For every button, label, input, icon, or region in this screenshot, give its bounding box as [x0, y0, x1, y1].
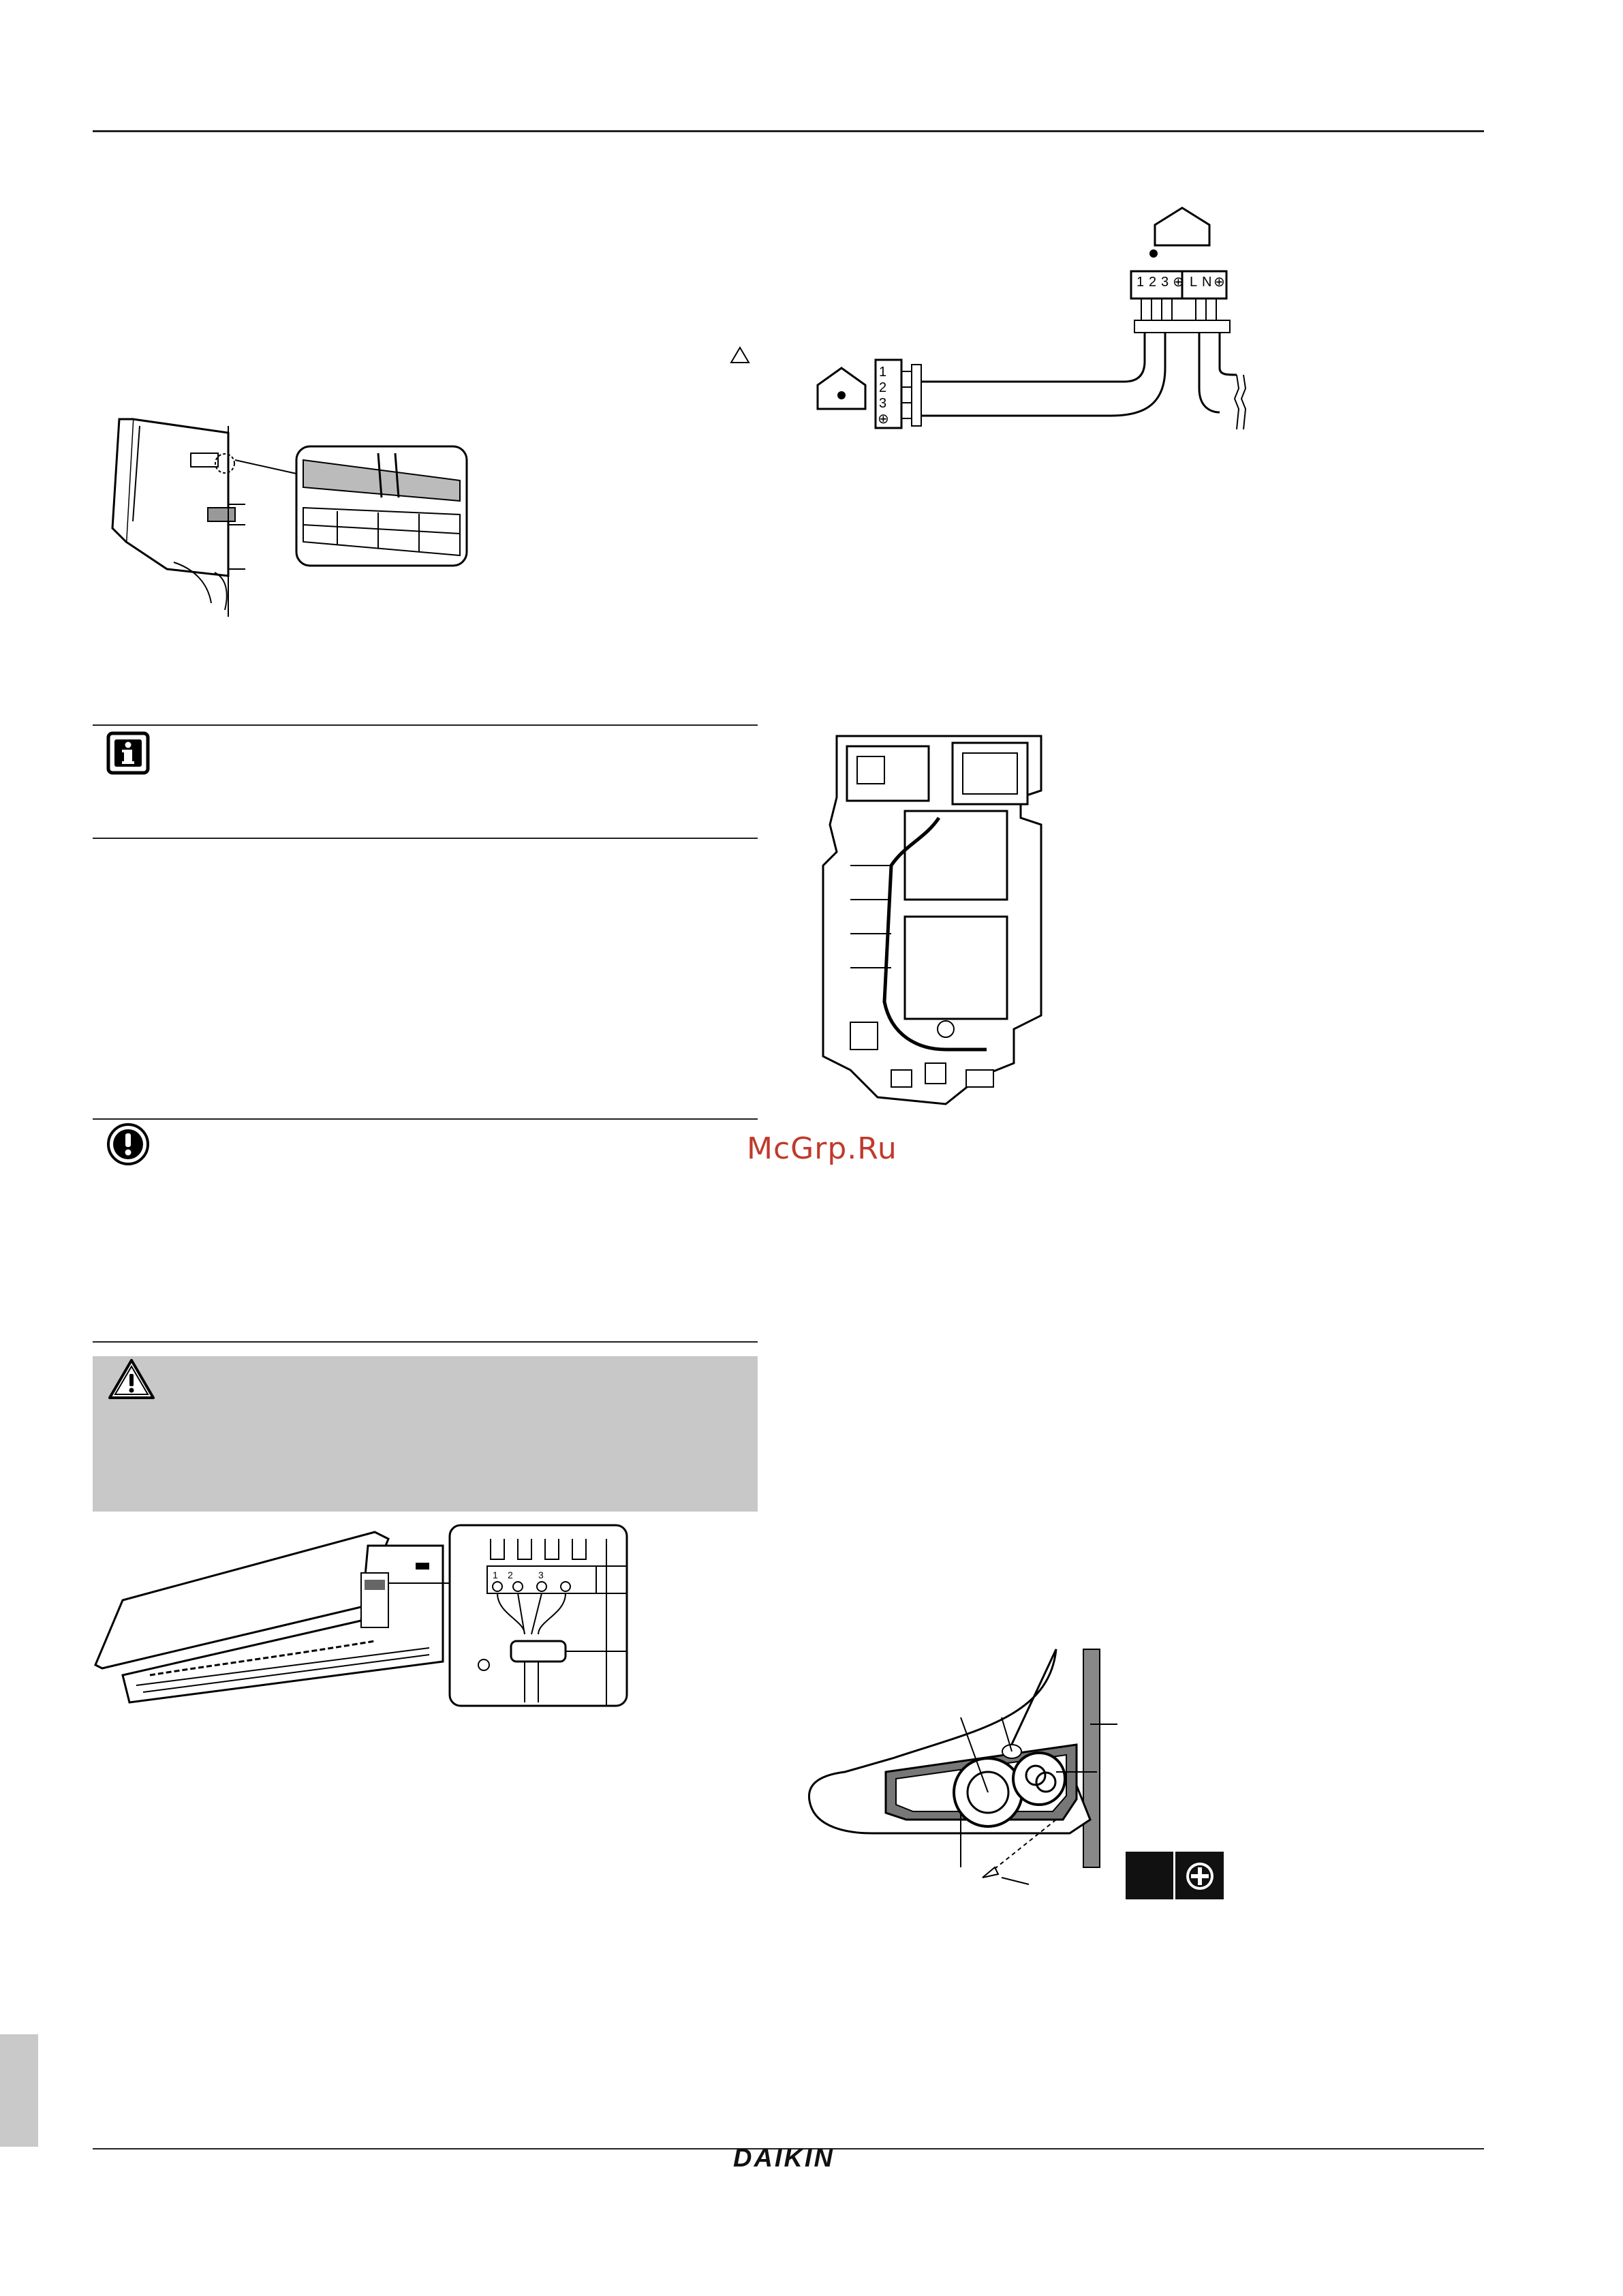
warning-triangle-icon: [108, 1358, 155, 1400]
triangle-mark-icon: [730, 346, 750, 364]
caution-box: [93, 1356, 758, 1512]
screw-graphic: [983, 1867, 998, 1878]
control-box-figure: [809, 729, 1068, 1111]
indoor-terminal-1: 1: [879, 365, 887, 380]
header-rule: [93, 130, 1484, 132]
filter-removal-figure: [92, 405, 474, 617]
terminal-label-1: 1: [493, 1570, 498, 1580]
important-note-top-rule: [93, 1118, 758, 1120]
outdoor-earth-symbol: ⊕: [1173, 275, 1184, 290]
cable-routing-figure: [804, 1649, 1145, 1908]
indoor-earth-symbol: ⊕: [878, 412, 889, 427]
outdoor-terminal-2: 2: [1149, 275, 1157, 290]
plus-screw-icon: [1184, 1861, 1216, 1892]
wiring-diagram: [811, 204, 1254, 436]
watermark-text: McGrp.Ru: [747, 1131, 897, 1166]
outdoor-house-icon: [1155, 208, 1209, 245]
power-earth-symbol: ⊕: [1214, 275, 1225, 290]
outdoor-terminal-3: 3: [1161, 275, 1169, 290]
chapter-side-tab: [0, 2034, 38, 2147]
daikin-logo: DAIKIN: [733, 2144, 835, 2173]
info-note-bottom-rule: [93, 838, 758, 839]
power-terminal-L: L: [1190, 275, 1198, 290]
indoor-terminal-2: 2: [879, 380, 887, 395]
power-terminal-N: N: [1202, 275, 1212, 290]
terminal-label-2: 2: [508, 1570, 513, 1580]
info-note-top-rule: [93, 724, 758, 726]
caution-top-rule: [93, 1341, 758, 1343]
info-icon: [106, 731, 150, 775]
outdoor-terminal-1: 1: [1137, 275, 1145, 290]
indoor-house-icon: [818, 368, 865, 409]
exclamation-icon: [106, 1122, 150, 1166]
terminal-label-3: 3: [538, 1570, 544, 1580]
indoor-unit-terminal-figure: [89, 1518, 634, 1709]
screwdriver-icon-divider: [1173, 1852, 1175, 1899]
indoor-terminal-3: 3: [879, 396, 887, 411]
